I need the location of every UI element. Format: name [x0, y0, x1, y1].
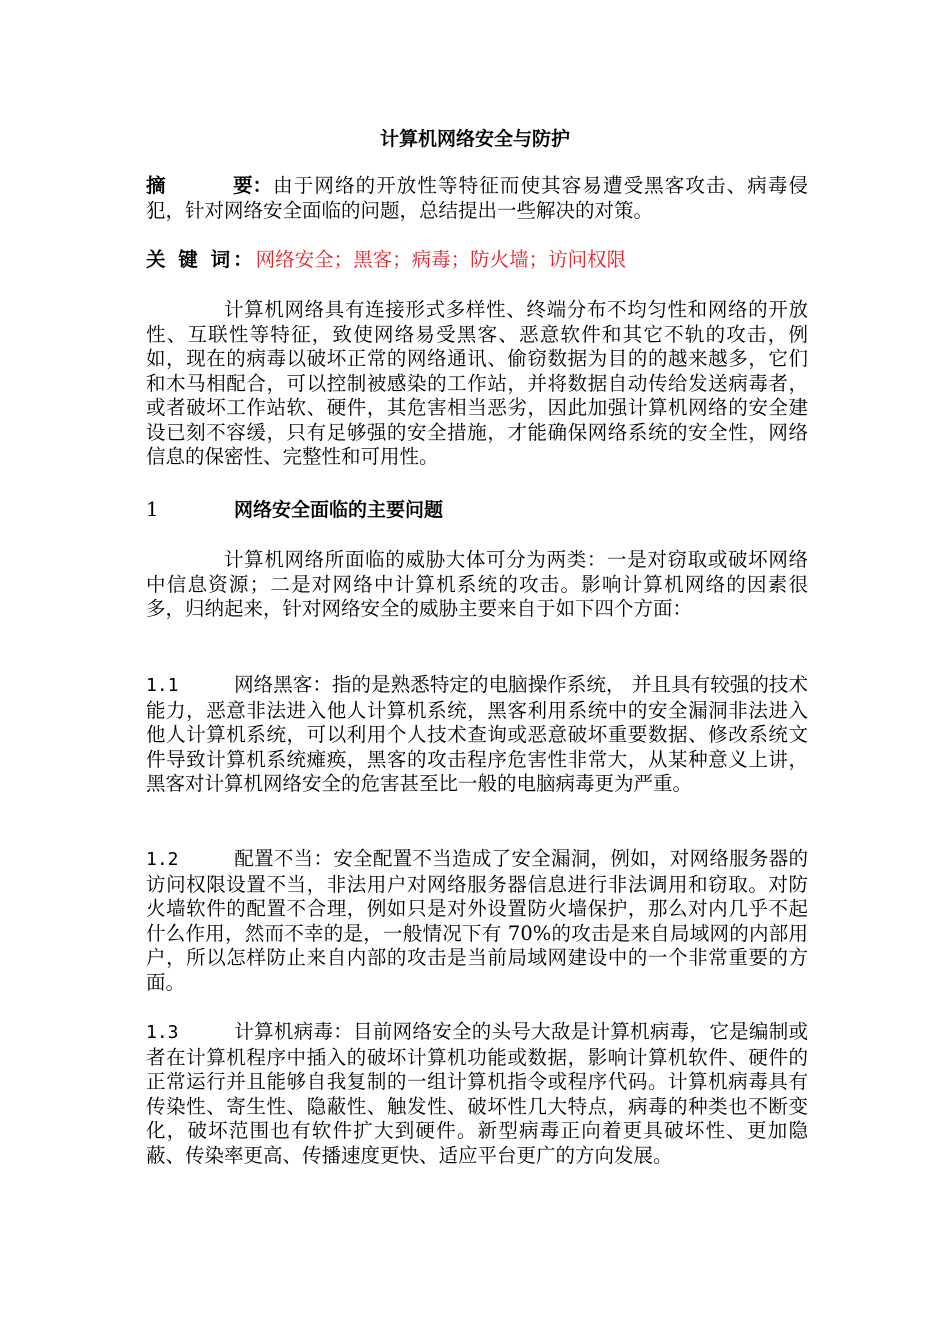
subsection-text: 计算机病毒：目前网络安全的头号大敌是计算机病毒，它是编制或者在计算机程序中插入的破坏计算机功能或数据，影响计算机软件、硬件的正常运行并且能够自我复制的一组计算机指令或程序代码。计算机病毒具有传染性、寄生性、隐蔽性、触发性、破坏性几大特点，病毒的种类也不断变化，破坏范围也有软件扩大到硬件。新型病毒正向着更具破坏性、更加隐蔽、传染率更高、传播速度更快、适应平台更广的方向发展。	[146, 1020, 808, 1167]
keywords	[146, 248, 808, 273]
keywords-label: 关 键 词：	[146, 248, 256, 271]
section-number: 1	[146, 498, 159, 521]
intro-paragraph: 计算机网络具有连接形式多样性、终端分布不均匀性和网络的开放性、互联性等特征，致使网络易受黑客、恶意软件和其它不轨的攻击，例如，现在的病毒以破坏正常的网络通讯、偷窃数据为目的的越来越多，它们和木马相配合，可以控制被感染的工作站，并将数据自动传给发送病毒者，或者破坏工作站软、硬件，其危害相当恶劣，因此加强计算机网络的安全建设已刻不容缓，只有足够强的安全措施，才能确保网络系统的安全性，网络信息的保密性、完整性和可用性。	[146, 298, 808, 468]
abstract-label	[146, 174, 272, 199]
section-heading: 网络安全面临的主要问题	[234, 499, 444, 521]
subsection-text: 网络黑客：指的是熟悉特定的电脑操作系统， 并且具有较强的技术能力，恶意非法进入他人计算机系统，黑客利用系统中的安全漏洞非法进入他人计算机系统，可以利用个人技术查询或恶意破坏重要数据、修改系统文件导致计算机系统瘫痪，黑客的攻击程序危害性非常大，从某种意义上讲，黑客对计算机网络安全的危害甚至比一般的电脑病毒更为严重。	[146, 673, 808, 795]
abstract-label-part1: 摘	[146, 174, 166, 197]
keywords-text: 网络安全；黑客；病毒；防火墙；访问权限	[255, 248, 627, 271]
subsection-number: 1.2	[146, 849, 179, 870]
subsection-1-3	[146, 1020, 808, 1168]
section-1-heading	[146, 498, 808, 523]
subsection-number: 1.1	[146, 675, 179, 696]
subsection-1-1	[146, 673, 808, 797]
abstract	[146, 174, 808, 223]
section-1-paragraph: 计算机网络所面临的威胁大体可分为两类：一是对窃取或破坏网络中信息资源；二是对网络中计算机系统的攻击。影响计算机网络的因素很多，归纳起来，针对网络安全的威胁主要来自于如下四个方面：	[146, 548, 808, 620]
abstract-label-part2: 要：	[232, 174, 272, 197]
subsection-number: 1.3	[146, 1022, 179, 1043]
abstract-text: 由于网络的开放性等特征而使其容易遭受黑客攻击、病毒侵犯，针对网络安全面临的问题，总结提出一些解决的对策。	[146, 174, 808, 222]
document-title: 计算机网络安全与防护	[379, 128, 570, 150]
subsection-text: 配置不当：安全配置不当造成了安全漏洞，例如，对网络服务器的访问权限设置不当，非法用户对网络服务器信息进行非法调用和窃取。对防火墙软件的配置不合理，例如只是对外设置防火墙保护，那么对内几乎不起什么作用，然而不幸的是，一般情况下有 70%的攻击是来自局域网的内部用户，所以怎样防止来自内部的攻击是当前局域网建设中的一个非常重要的方面。	[146, 847, 808, 994]
subsection-1-2	[146, 847, 808, 995]
